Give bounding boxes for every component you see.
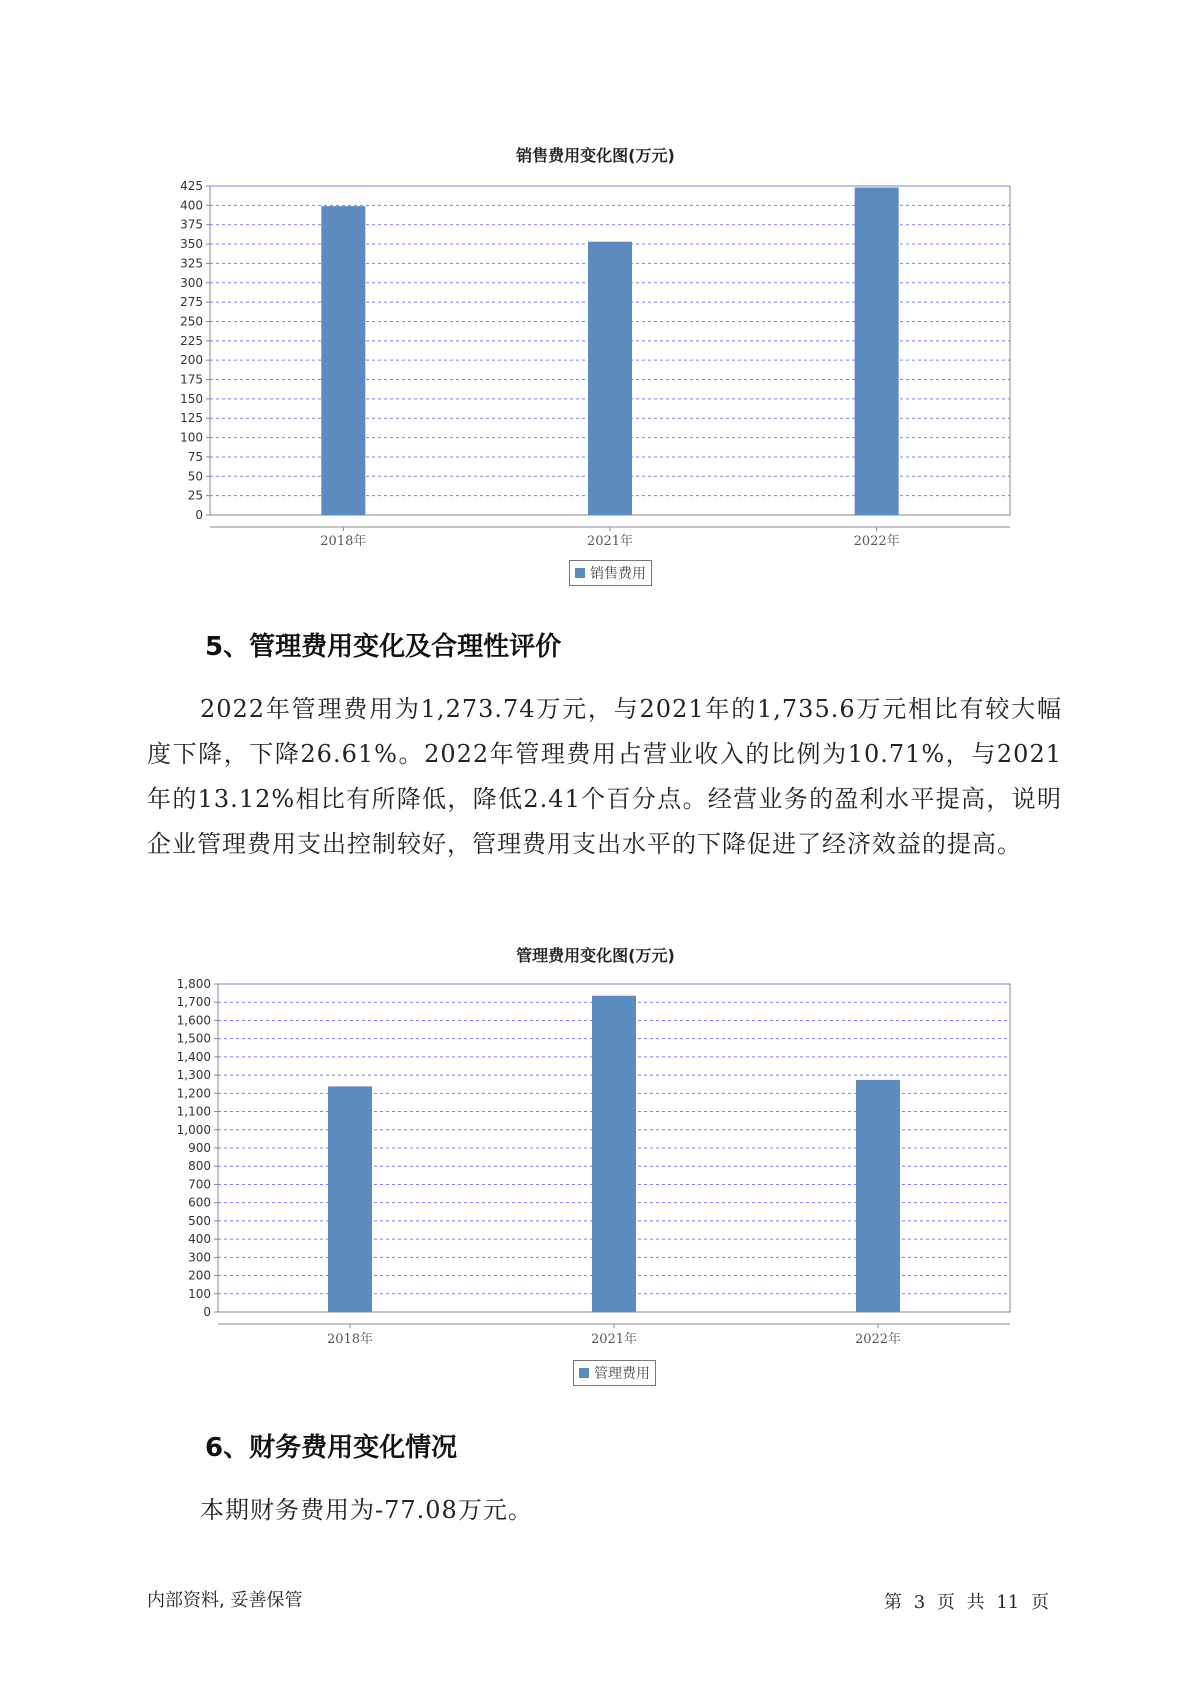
y-tick-label: 400 [188,1232,211,1247]
y-tick-label: 900 [188,1141,211,1155]
bar-2022年 [856,1080,900,1312]
y-tick-label: 100 [180,430,203,445]
x-tick-label: 2018年 [326,1332,374,1347]
y-tick-label: 1,100 [176,1104,211,1119]
y-tick-label: 1,200 [176,1086,211,1101]
y-tick-label: 75 [187,449,203,464]
section-5-paragraph: 2022年管理费用为1,273.74万元，与2021年的1,735.6万元相比有较大幅度下降，下降26.61%。2022年管理费用占营业收入的比例为10.71%，与2021年的13.12%相比有所降低，降低2.41个百分点。经营业务的盈利水平提高，说明企业管理费用支出控制较好，管理费用支出水平的下降促进了经济效益的提高。 [147,695,1062,858]
y-tick-label: 50 [187,469,203,484]
y-tick-label: 200 [188,1268,211,1283]
sales-expense-chart-title: 销售费用变化图(万元) [516,146,675,165]
y-tick-label: 0 [195,508,203,522]
y-tick-label: 25 [187,488,203,503]
admin-expense-legend [573,1360,656,1386]
x-tick-label: 2018年 [320,534,367,549]
legend-label: 管理费用 [594,1366,650,1382]
y-tick-label: 500 [188,1213,211,1228]
y-tick-label: 1,000 [176,1122,211,1137]
y-tick-label: 1,600 [176,1013,211,1028]
legend-label: 销售费用 [590,566,646,582]
y-tick-label: 600 [188,1195,211,1210]
section-6-paragraph: 本期财务费用为-77.08万元。 [200,1496,533,1524]
bar-2021年 [592,996,636,1312]
y-tick-label: 1,700 [176,995,211,1010]
y-tick-label: 250 [180,314,203,329]
y-tick-label: 150 [180,391,203,406]
y-tick-label: 700 [188,1177,211,1192]
y-tick-label: 400 [180,198,203,213]
y-tick-label: 800 [188,1159,211,1174]
y-tick-label: 350 [180,237,203,252]
y-tick-label: 300 [188,1250,211,1265]
y-tick-label: 200 [180,353,203,368]
x-tick-label: 2021年 [590,1332,638,1347]
y-tick-label: 325 [180,256,203,271]
section-5-heading: 5、管理费用变化及合理性评价 [205,632,562,662]
y-tick-label: 300 [180,275,203,290]
y-tick-label: 375 [180,217,203,232]
y-tick-label: 1,300 [176,1068,211,1083]
y-tick-label: 275 [180,295,203,310]
y-tick-label: 1,400 [176,1049,211,1064]
y-tick-label: 425 [180,179,203,193]
footer-page-number: 第 3 页 共 11 页 [884,1592,1049,1613]
y-tick-label: 125 [180,411,203,426]
y-tick-label: 1,800 [176,977,211,991]
y-tick-label: 100 [188,1286,211,1301]
x-tick-label: 2022年 [854,1332,902,1347]
legend-swatch [579,1368,589,1378]
bar-2018年 [328,1086,372,1312]
y-tick-label: 175 [180,372,203,387]
y-tick-label: 1,500 [176,1031,211,1046]
footer-confidential-note: 内部资料, 妥善保管 [147,1590,303,1611]
y-tick-label: 225 [180,333,203,348]
x-tick-label: 2022年 [853,534,900,549]
x-tick-label: 2021年 [586,534,634,549]
y-tick-label: 0 [203,1305,211,1319]
admin-expense-chart-title: 管理费用变化图(万元) [516,946,675,965]
section-6-heading: 6、财务费用变化情况 [205,1433,458,1463]
